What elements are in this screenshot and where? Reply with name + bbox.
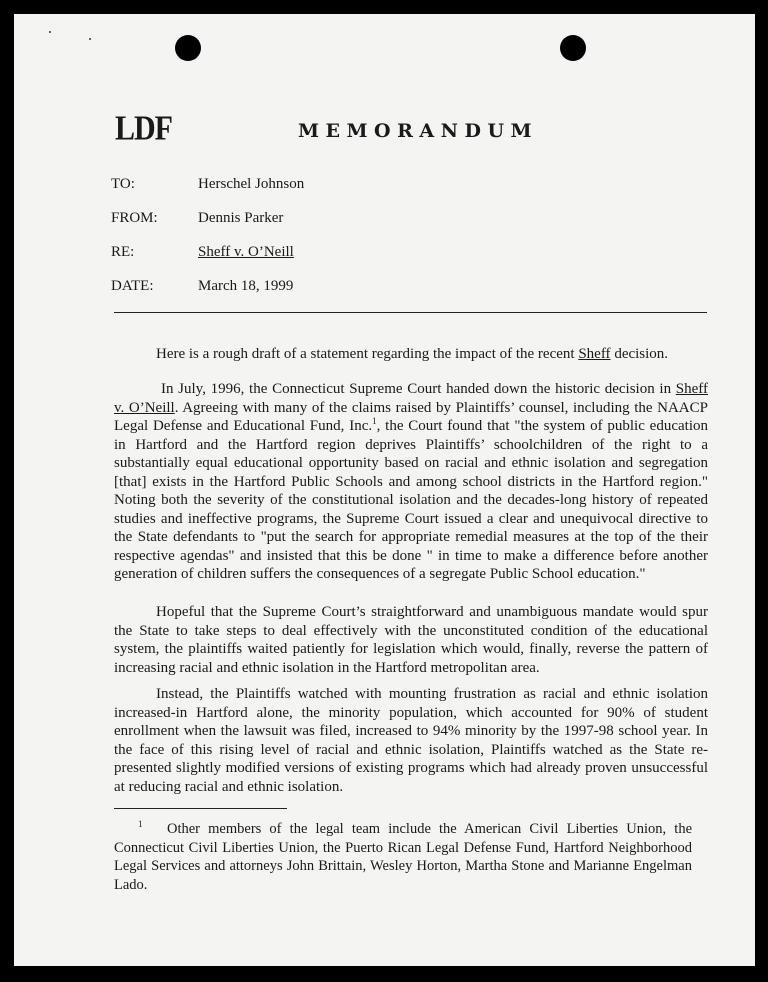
date-label: DATE:	[111, 278, 154, 294]
intro-case-name: Sheff	[578, 346, 611, 362]
to-label: TO:	[111, 176, 135, 192]
intro-paragraph	[114, 345, 708, 364]
header-divider	[114, 312, 707, 313]
re-value: Sheff v. O’Neill	[198, 244, 294, 260]
from-value: Dennis Parker	[198, 210, 284, 226]
scan-speck	[49, 31, 51, 33]
footnote	[114, 820, 692, 894]
paragraph-1	[114, 380, 708, 584]
p1-text-end: , the Court found that "the system of public education in Hartford and the Hartford region deprives Plaintiffs’ schoolchildren of the right to a substantially equal educational opportunity based on racial and ethnic isolation and segregation [that] exists in the Hartford Public Schools and among school districts in the Hartford region." Noting both the severity of the constitutional isolation and the decades-long history of repeated studies and ineffective programs, the Supreme Court issued a clear and unequivocal directive to the State defendants to "put the search for appropriate remedial measures at the top of the their respective agendas" and insisted that this be done " in time to make a difference before another generation of children suffers the consequences of a segregate Public School education."	[114, 418, 708, 582]
p1-text-start: In July, 1996, the Connecticut Supreme Court handed down the historic decision in	[161, 381, 676, 397]
paragraph-2: Hopeful that the Supreme Court’s straightforward and unambiguous mandate would spur the State to take steps to deal effectively with the unconstituted condition of the educational system, the plaintiffs waited patiently for legislation which would, finally, reverse the pattern of increasing racial and ethnic isolation in the Hartford metropolitan area.	[114, 604, 708, 676]
scan-speck	[89, 38, 91, 40]
footnote-text: Other members of the legal team include the American Civil Liberties Union, the Connecticut Civil Liberties Union, the Puerto Rican Legal Defense Fund, Hartford Neighborhood Legal Services and attorneys John Brittain, Wesley Horton, Martha Stone and Marianne Engelman Lado.	[114, 821, 692, 893]
document-page	[14, 14, 755, 966]
memo-title: MEMORANDUM	[298, 120, 539, 142]
footnote-number: 1	[138, 819, 143, 830]
ldf-logo: LDF	[115, 109, 172, 148]
p1-text-mid: . Agreeing with many of the claims raised by Plaintiffs’ counsel, including the NAACP Legal Defense and Educational Fund, Inc.	[114, 399, 708, 434]
to-value: Herschel Johnson	[198, 176, 305, 192]
footnote-divider	[114, 808, 287, 809]
paragraph-3: Instead, the Plaintiffs watched with mounting frustration as racial and ethnic isolation increased-in Hartford alone, the minority population, which accounted for 90% of student enrollment when the lawsuit was filed, increased to 94% minority by the 1997-98 school year. In the face of this rising level of racial and ethnic isolation, Plaintiffs watched as the State re-presented slightly modified versions of existing programs which had already proven unsuccessful at reducing racial and ethnic isolation.	[114, 686, 708, 795]
footnote-reference: 1	[372, 416, 377, 426]
p1-case-name: Sheff v. O’Neill	[114, 381, 708, 416]
date-value: March 18, 1999	[198, 278, 294, 294]
re-label: RE:	[111, 244, 135, 260]
punch-hole-left	[175, 35, 201, 61]
punch-hole-right	[560, 35, 586, 61]
intro-text-end: decision.	[610, 346, 669, 362]
intro-text: Here is a rough draft of a statement regarding the impact of the recent	[156, 346, 579, 362]
from-label: FROM:	[111, 210, 158, 226]
